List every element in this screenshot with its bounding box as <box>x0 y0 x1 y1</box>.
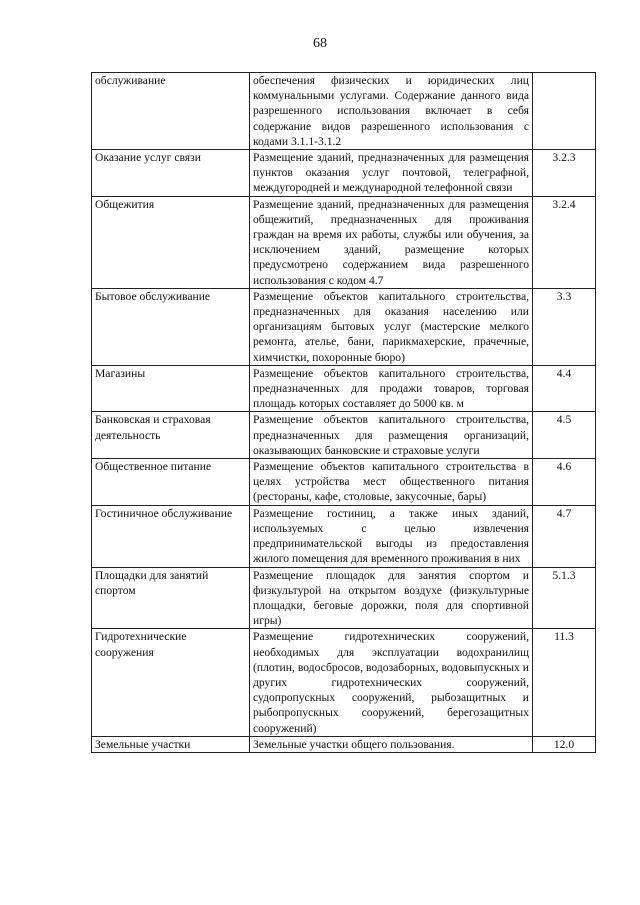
table-row <box>92 736 596 752</box>
use-name: Общественное питание <box>92 459 250 506</box>
use-description: Размещение зданий, предназначенных для размещения общежитий, предназначенных для проживания граждан на время их работы, службы или обучения, за исключением зданий, размещение которых предусмотрено содержанием вида разрешенного использования с кодом 4.7 <box>250 196 533 288</box>
use-code: 3.2.4 <box>533 196 596 288</box>
table-row <box>92 629 596 736</box>
table-row <box>92 73 596 150</box>
table-row <box>92 505 596 567</box>
use-description: Размещение объектов капитального строительства, предназначенных для размещения организаций, оказывающих банковские и страховые услуги <box>250 412 533 459</box>
table-row <box>92 288 596 365</box>
page-number: 68 <box>313 36 327 51</box>
use-name: Земельные участки <box>92 736 250 752</box>
use-name: Оказание услуг связи <box>92 150 250 197</box>
use-code: 11.3 <box>533 629 596 736</box>
table-row <box>92 150 596 197</box>
use-code: 4.4 <box>533 365 596 412</box>
use-name: Общежития <box>92 196 250 288</box>
use-code: 4.5 <box>533 412 596 459</box>
use-description: Размещение объектов капитального строительства, предназначенных для оказания населению или организациям бытовых услуг (мастерские мелкого ремонта, ателье, бани, парикмахерские, прачечные, химчистки, похоронные бюро) <box>250 288 533 365</box>
use-description: обеспечения физических и юридических лиц коммунальными услугами. Содержание данного вида разрешенного использования включает в себя содержание видов разрешенного использования с кодами 3.1.1-3.1.2 <box>250 73 533 150</box>
use-description: Размещение площадок для занятия спортом и физкультурой на открытом воздухе (физкультурные площадки, беговые дорожки, поля для спортивной игры) <box>250 567 533 629</box>
use-name: Бытовое обслуживание <box>92 288 250 365</box>
use-description: Размещение зданий, предназначенных для размещения пунктов оказания услуг почтовой, телеграфной, междугородней и международной телефонной связи <box>250 150 533 197</box>
use-code: 4.7 <box>533 505 596 567</box>
use-code <box>533 73 596 150</box>
use-code: 3.2.3 <box>533 150 596 197</box>
table-row <box>92 412 596 459</box>
use-code: 4.6 <box>533 459 596 506</box>
table-row <box>92 567 596 629</box>
use-code: 12.0 <box>533 736 596 752</box>
use-description: Размещение гостиниц, а также иных зданий, используемых с целью извлечения предпринимательской выгоды из предоставления жилого помещения для временного проживания в них <box>250 505 533 567</box>
use-name: Гостиничное обслуживание <box>92 505 250 567</box>
use-description: Размещение объектов капитального строительства в целях устройства мест общественного питания (рестораны, кафе, столовые, закусочные, бары) <box>250 459 533 506</box>
table-row <box>92 365 596 412</box>
use-description: Размещение объектов капитального строительства, предназначенных для продажи товаров, торговая площадь которых составляет до 5000 кв. м <box>250 365 533 412</box>
use-name: Банковская и страховая деятельность <box>92 412 250 459</box>
use-code: 5.1.3 <box>533 567 596 629</box>
use-name: Гидротехнические сооружения <box>92 629 250 736</box>
use-code: 3.3 <box>533 288 596 365</box>
table-row <box>92 459 596 506</box>
use-name: обслуживание <box>92 73 250 150</box>
use-name: Площадки для занятий спортом <box>92 567 250 629</box>
use-name: Магазины <box>92 365 250 412</box>
use-description: Земельные участки общего пользования. <box>250 736 533 752</box>
table-row <box>92 196 596 288</box>
use-description: Размещение гидротехнических сооружений, необходимых для эксплуатации водохранилищ (плотин, водосбросов, водозаборных, водовыпускных и других гидротехнических сооружений, судопропускных сооружений, рыбозащитных и рыбопропускных сооружений, берегозащитных сооружений) <box>250 629 533 736</box>
land-use-table <box>91 72 596 753</box>
